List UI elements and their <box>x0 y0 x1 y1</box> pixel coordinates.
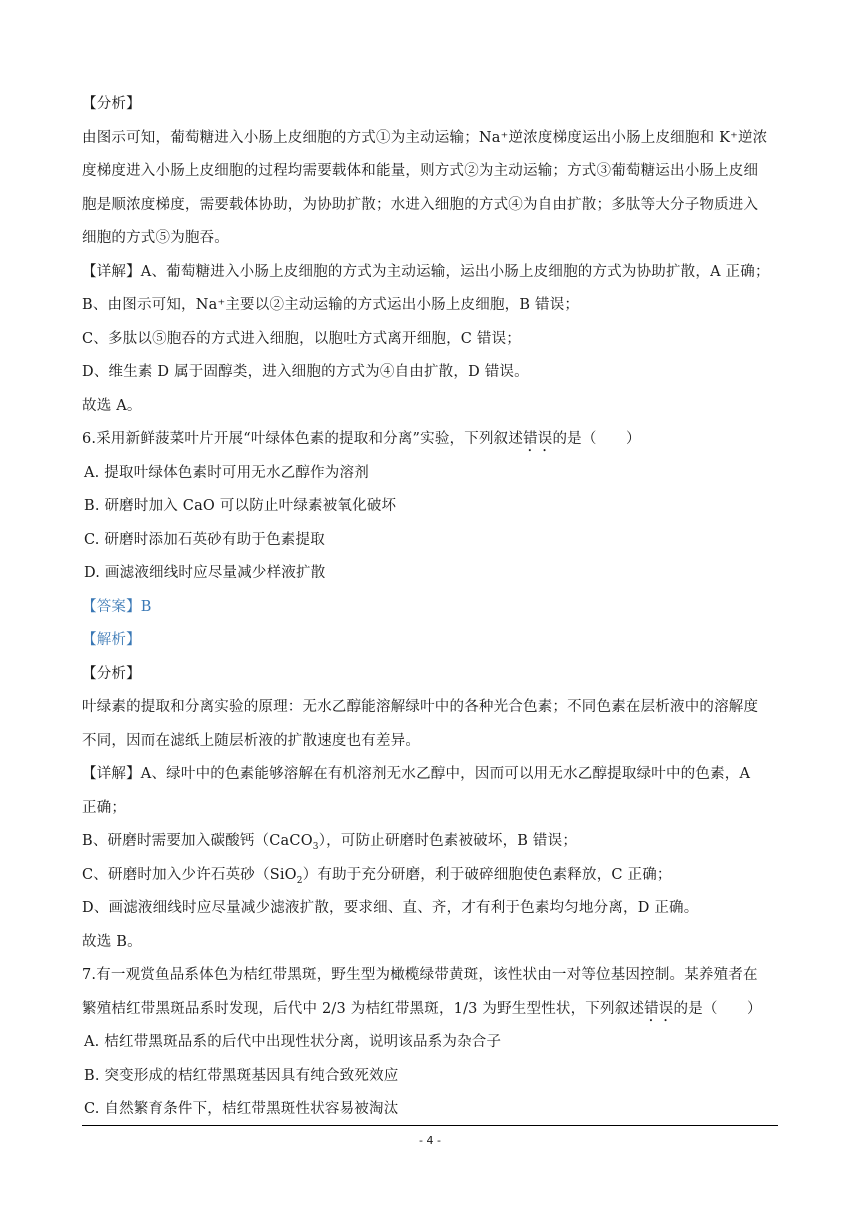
analysis-text-1: 由图示可知，葡萄糖进入小肠上皮细胞的方式①为主动运输；Na⁺逆浓度梯度运出小肠上皮细胞和 K⁺逆浓 <box>82 129 768 146</box>
q6-answer: 【答案】B <box>82 598 152 615</box>
q6-detail-c <box>82 859 782 893</box>
q6-detail-b-before: B、研磨时需要加入碳酸钙（CaCO <box>82 833 313 849</box>
q7-option-b: B. 突变形成的桔红带黑斑基因具有纯合致死效应 <box>84 1067 399 1084</box>
document-body <box>82 88 782 1127</box>
q6-detail-c-sub: 2 <box>296 875 303 886</box>
q7-stem-emphasis: 错误 <box>644 1000 674 1017</box>
footer-divider <box>82 1125 778 1126</box>
analysis-heading: 【分析】 <box>82 96 141 112</box>
q6-detail-a: 【详解】A、绿叶中的色素能够溶解在有机溶剂无水乙醇中，因而可以用无水乙醇提取绿叶中的色素，A <box>82 766 751 782</box>
q6-stem-before: 6.采用新鲜菠菜叶片开展“叶绿体色素的提取和分离”实验，下列叙述 <box>82 431 524 447</box>
page-number: - 4 - <box>419 1134 441 1147</box>
question-6-stem <box>82 423 782 457</box>
q7-option-c: C. 自然繁育条件下，桔红带黑斑性状容易被淘汰 <box>84 1101 399 1117</box>
q6-detail-b <box>82 825 782 859</box>
q6-option-c: C. 研磨时添加石英砂有助于色素提取 <box>84 531 325 548</box>
q6-stem-after: 的是（ ） <box>552 431 641 447</box>
q7-option-a: A. 桔红带黑斑品系的后代中出现性状分离，说明该品系为杂合子 <box>84 1034 502 1050</box>
q6-detail-b-sub: 3 <box>312 841 319 852</box>
analysis-text-4: 细胞的方式⑤为胞吞。 <box>82 230 229 246</box>
q6-analysis-heading: 【分析】 <box>82 665 141 682</box>
conclusion: 故选 A。 <box>82 397 142 414</box>
q6-analysis-text-2: 不同，因而在滤纸上随层析液的扩散速度也有差异。 <box>82 732 421 749</box>
q6-stem-emphasis: 错误 <box>523 431 553 447</box>
q6-analysis-label: 【解析】 <box>82 632 141 648</box>
detail-a: 【详解】A、葡萄糖进入小肠上皮细胞的方式为主动运输，运出小肠上皮细胞的方式为协助扩散，A 正确； <box>82 263 770 280</box>
detail-d: D、维生素 D 属于固醇类，进入细胞的方式为④自由扩散，D 错误。 <box>82 364 529 380</box>
q6-option-b: B. 研磨时加入 CaO 可以防止叶绿素被氧化破坏 <box>84 498 397 514</box>
detail-c: C、多肽以⑤胞吞的方式进入细胞，以胞吐方式离开细胞，C 错误； <box>82 330 521 347</box>
q6-option-a: A. 提取叶绿体色素时可用无水乙醇作为溶剂 <box>84 464 369 481</box>
q7-stem-before: 繁殖桔红带黑斑品系时发现，后代中 2/3 为桔红带黑斑，1/3 为野生型性状，下列叙述 <box>82 1000 645 1017</box>
detail-b: B、由图示可知，Na⁺主要以②主动运输的方式运出小肠上皮细胞，B 错误； <box>82 297 580 313</box>
q6-detail-d: D、画滤液细线时应尽量减少滤液扩散，要求细、直、齐，才有利于色素均匀地分离，D 正确。 <box>82 900 699 916</box>
q6-detail-a-cont: 正确； <box>82 799 127 816</box>
q6-analysis-text-1: 叶绿素的提取和分离实验的原理：无水乙醇能溶解绿叶中的各种光合色素；不同色素在层析液中的溶解度 <box>82 699 759 715</box>
q6-detail-c-after: ）有助于充分研磨，利于破碎细胞使色素释放，C 正确； <box>302 866 672 883</box>
q6-detail-b-after: ），可防止研磨时色素被破坏，B 错误； <box>318 833 578 849</box>
analysis-text-3: 胞是顺浓度梯度，需要载体协助，为协助扩散；水进入细胞的方式④为自由扩散；多肽等大分子物质进入 <box>82 196 759 213</box>
question-7-stem-2 <box>82 993 782 1027</box>
q6-option-d: D. 画滤液细线时应尽量减少样液扩散 <box>84 565 326 581</box>
question-7-stem-1: 7.有一观赏鱼品系体色为桔红带黑斑，野生型为橄榄绿带黄斑，该性状由一对等位基因控制。某养殖者在 <box>82 967 758 983</box>
q6-conclusion: 故选 B。 <box>82 933 142 950</box>
analysis-text-2: 度梯度进入小肠上皮细胞的过程均需要载体和能量，则方式②为主动运输；方式③葡萄糖运出小肠上皮细 <box>82 163 759 179</box>
q7-stem-after: 的是（ ） <box>673 1000 762 1017</box>
q6-detail-c-before: C、研磨时加入少许石英砂（SiO <box>82 866 297 883</box>
